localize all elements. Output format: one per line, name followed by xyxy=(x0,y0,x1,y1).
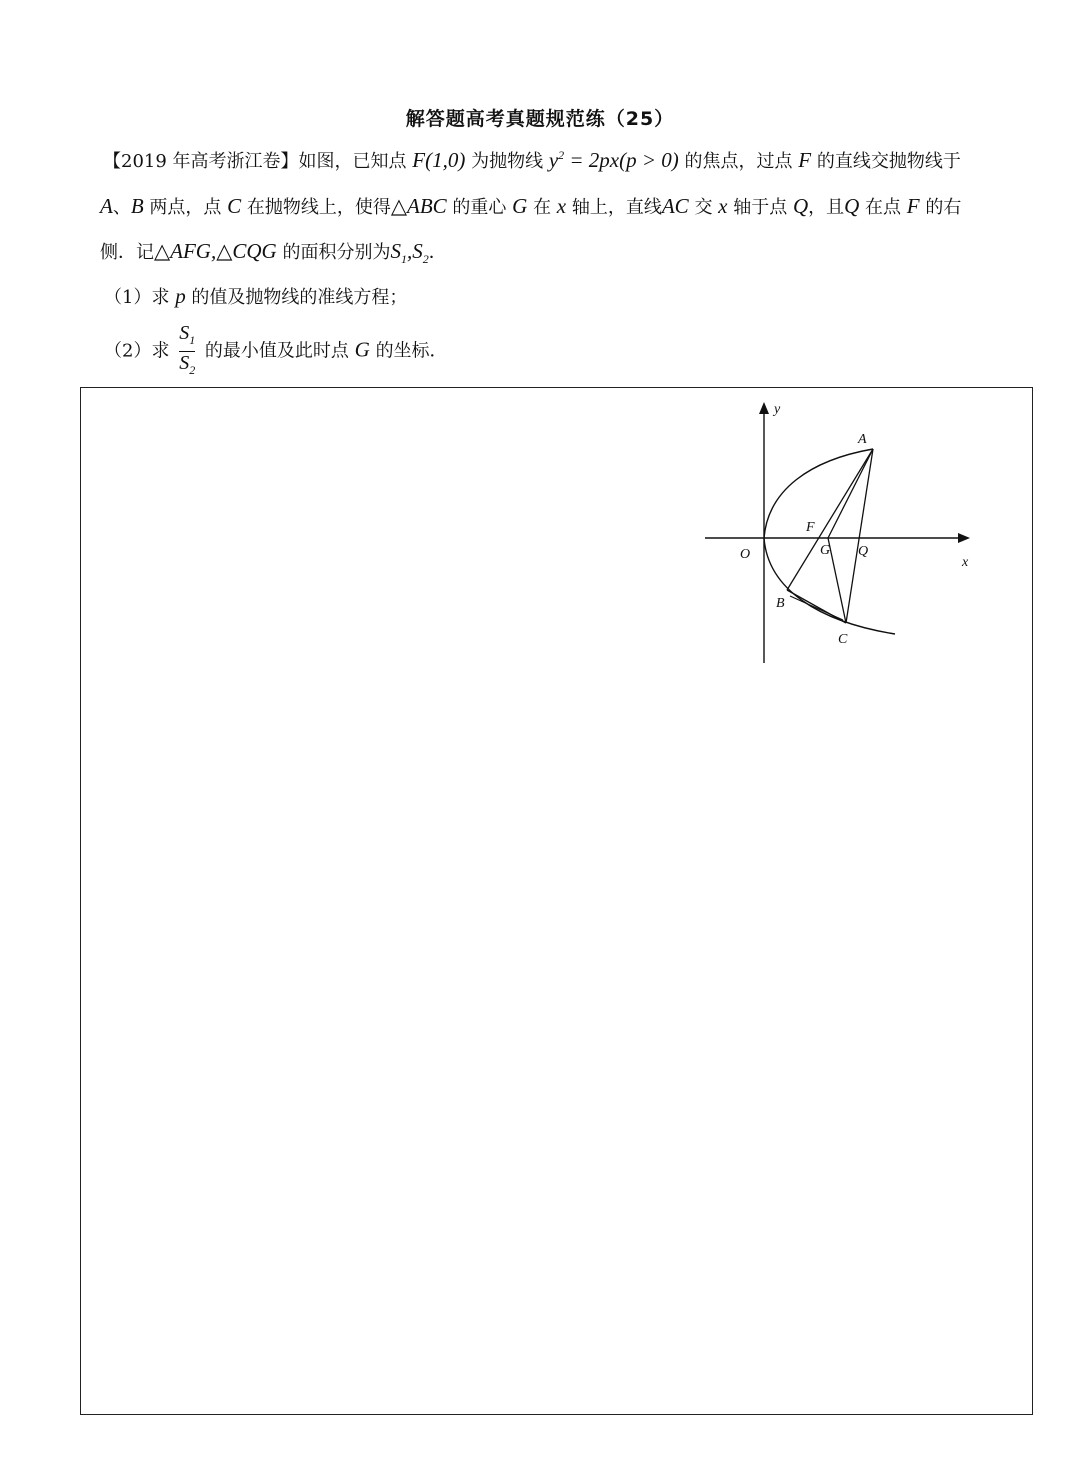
q2-text: 的最小值及此时点 xyxy=(204,340,349,362)
label-b: B xyxy=(776,596,785,611)
var-a: A xyxy=(100,194,113,218)
x-axis-arrow xyxy=(958,533,970,543)
area-symbols xyxy=(390,239,429,267)
var-ac: AC xyxy=(661,194,689,218)
s2-sub: 2 xyxy=(422,252,429,267)
text: 轴上，直线 xyxy=(571,197,662,218)
var-x: x xyxy=(556,194,567,218)
line-ab xyxy=(787,449,873,590)
label-f: F xyxy=(806,520,815,535)
var-c: C xyxy=(227,194,242,218)
text: 的直线交抛物线于 xyxy=(816,151,961,172)
problem-source: 【2019 年高考浙江卷】 xyxy=(103,151,299,172)
var-q: Q xyxy=(792,194,809,218)
label-q: Q xyxy=(858,544,869,559)
var-b: B xyxy=(130,194,144,218)
problem-line-1 xyxy=(103,147,961,173)
text: 侧．记 xyxy=(100,242,154,263)
page-title: 解答题高考真题规范练（25） xyxy=(405,108,675,130)
den: S xyxy=(179,352,190,374)
y-axis-arrow xyxy=(759,402,769,414)
ratio-fraction xyxy=(179,322,195,381)
text: 在抛物线上，使得 xyxy=(246,197,391,218)
question-2 xyxy=(104,322,448,381)
text: 两点，点 xyxy=(149,197,222,218)
eq-var: y xyxy=(548,148,559,172)
label-c: C xyxy=(838,632,848,647)
num-sub: 1 xyxy=(189,333,196,347)
var-f: F xyxy=(798,148,812,172)
var-p: p xyxy=(175,284,186,308)
triangle-abc: △ABC xyxy=(390,194,447,218)
text: 、 xyxy=(112,197,131,218)
num: S xyxy=(179,322,190,344)
line-bc xyxy=(787,590,846,623)
text: 轴于点 xyxy=(733,197,788,218)
text: 的焦点，过点 xyxy=(684,151,793,172)
label-g: G xyxy=(820,543,831,558)
q2-text: 的坐标． xyxy=(375,340,448,362)
eq-rhs: = 2px(p > 0) xyxy=(564,148,679,172)
fraction-denominator xyxy=(179,352,195,381)
line-bc-2 xyxy=(790,596,843,620)
var-x: x xyxy=(718,194,728,218)
text: 如图，已知点 xyxy=(298,151,407,172)
fraction-numerator xyxy=(179,322,195,351)
problem-line-3 xyxy=(100,238,447,267)
text: ，且 xyxy=(808,197,845,218)
text: ． xyxy=(428,242,447,263)
text: 在点 xyxy=(865,197,902,218)
var-g: G xyxy=(354,337,370,362)
var-f: F xyxy=(906,194,920,218)
var-q: Q xyxy=(844,194,860,218)
line-cg xyxy=(828,538,846,623)
label-x: x xyxy=(962,555,969,570)
text: 的重心 xyxy=(452,197,507,218)
q1-label: （1）求 xyxy=(104,287,170,308)
parabola-figure xyxy=(700,395,990,670)
parabola-equation xyxy=(549,148,679,172)
q2-label: （2）求 xyxy=(104,340,170,362)
question-1 xyxy=(104,283,407,309)
label-o: O xyxy=(740,547,751,562)
text: 在 xyxy=(533,197,552,218)
triangles-afg-cqg: △AFG,△CQG xyxy=(154,239,277,263)
problem-line-2 xyxy=(100,193,961,219)
s1-sub: 1 xyxy=(400,252,407,267)
label-y: y xyxy=(774,402,781,417)
s2: S xyxy=(412,239,423,263)
comma: , xyxy=(406,239,413,263)
label-a: A xyxy=(858,432,867,447)
s1: S xyxy=(390,239,401,263)
var-g: G xyxy=(512,194,528,218)
text: 交 xyxy=(694,197,713,218)
text: 为抛物线 xyxy=(471,151,544,172)
q1-text: 的值及抛物线的准线方程； xyxy=(191,287,408,308)
text: 的面积分别为 xyxy=(282,242,391,263)
eq-exponent: 2 xyxy=(558,148,565,162)
den-sub: 2 xyxy=(189,363,196,377)
text: 的右 xyxy=(925,197,962,218)
focus-point: F(1,0) xyxy=(412,148,466,172)
